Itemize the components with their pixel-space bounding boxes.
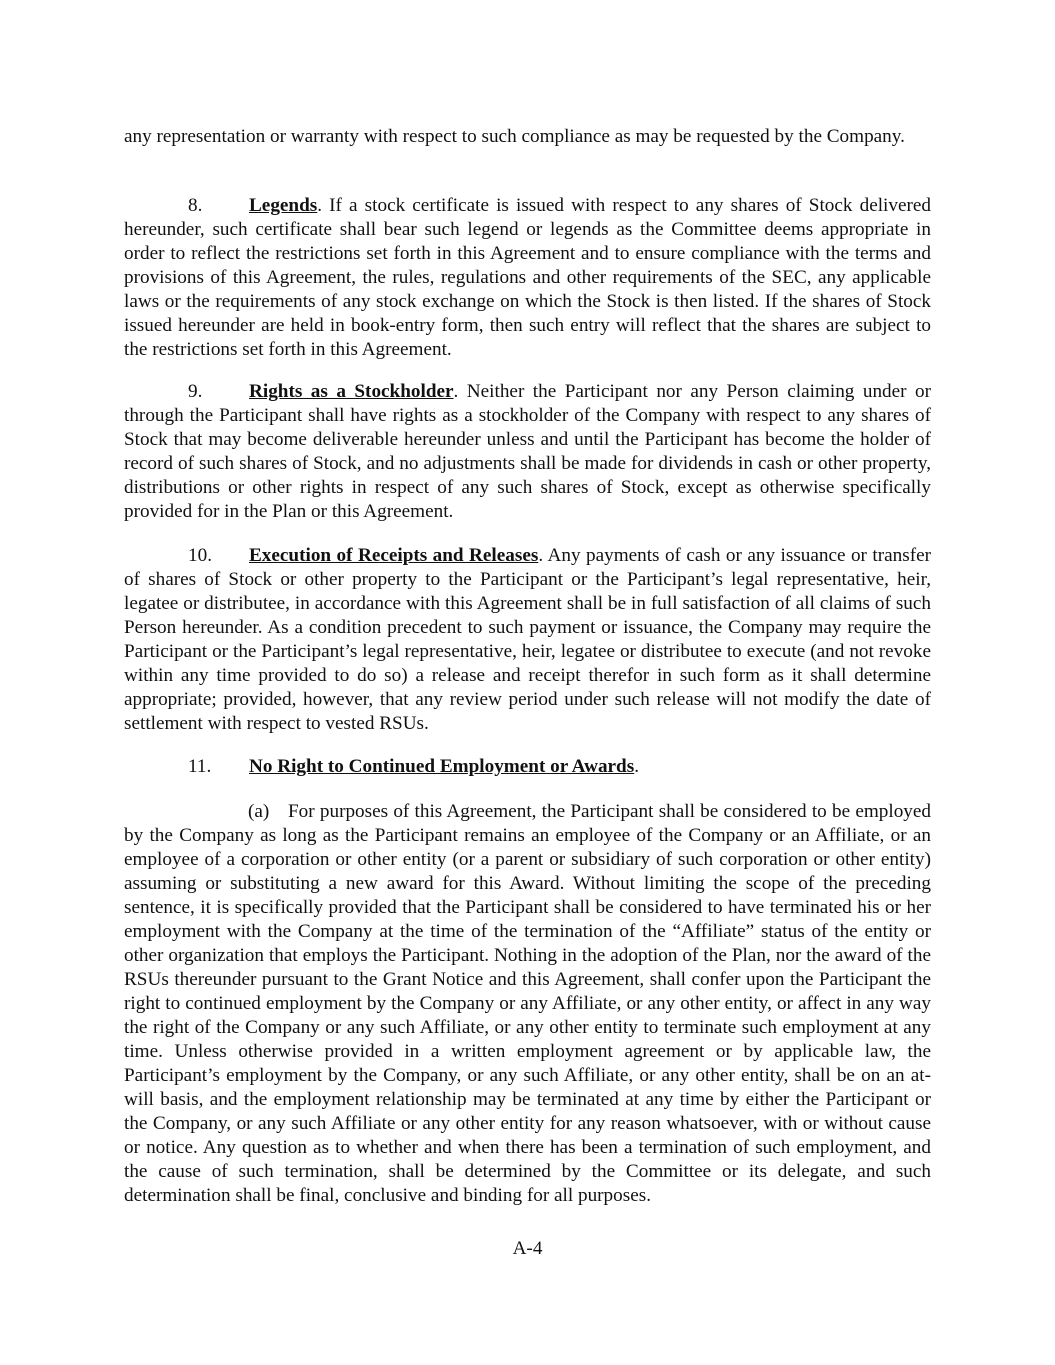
section-9-title: Rights as a Stockholder bbox=[249, 381, 454, 402]
subsection-a-text: For purposes of this Agreement, the Participant shall be considered to be employed by the Company as long as the Participant remains an employee of the Company or an Affiliate, or an employee of a corporation or other entity (or a parent or subsidiary of such corporation or other entity) assuming or substituting a new award for this Award. Without limiting the scope of the preceding sentence, it is specifically provided that the Participant shall be considered to have terminated his or her employment with the Company at the time of the termination of the “Affiliate” status of the entity or other organization that employs the Participant. Nothing in the adoption of the Plan, nor the award of the RSUs thereunder pursuant to the Grant Notice and this Agreement, shall confer upon the Participant the right to continued employment by the Company or any Affiliate, or any other entity, or affect in any way the right of the Company or any such Affiliate, or any other entity to terminate such employment at any time. Unless otherwise provided in a written employment agreement or by applicable law, the Participant’s employment by the Company, or any such Affiliate, or any other entity, shall be on an at-will basis, and the employment relationship may be terminated at any time by either the Participant or the Company, or any such Affiliate or any other entity for any reason whatsoever, with or without cause or notice. Any question as to whether and when there has been a termination of such employment, and the cause of such termination, shall be determined by the Committee or its delegate, and such determination shall be final, conclusive and binding for all purposes. bbox=[124, 801, 931, 1206]
section-8-body: . If a stock certificate is issued with respect to any shares of Stock delivered hereunder, such certificate shall bear such legend or legends as the Committee deems appropriate in order to reflect the restrictions set forth in this Agreement and to ensure compliance with the terms and provisions of this Agreement, the rules, regulations and other requirements of the SEC, any applicable laws or the requirements of any stock exchange on which the Stock is then listed. If the shares of Stock issued hereunder are held in book-entry form, then such entry will reflect that the shares are subject to the restrictions set forth in this Agreement. bbox=[124, 195, 931, 360]
section-8-number: 8. bbox=[188, 195, 203, 216]
section-11-subsection-a bbox=[124, 800, 931, 1208]
section-11-number: 11. bbox=[188, 756, 212, 777]
section-8-legends bbox=[124, 194, 931, 362]
section-9-number: 9. bbox=[188, 381, 203, 402]
section-8-title: Legends bbox=[249, 195, 318, 216]
section-11-heading bbox=[124, 755, 931, 779]
section-9-body: . Neither the Participant nor any Person claiming under or through the Participant shall have rights as a stockholder of the Company with respect to any shares of Stock that may become deliverable hereunder unless and until the Participant has become the holder of record of such shares of Stock, and no adjustments shall be made for dividends in cash or other property, distributions or other rights in respect of any such shares of Stock, except as otherwise specifically provided for in the Plan or this Agreement. bbox=[124, 381, 931, 522]
section-10-body: . Any payments of cash or any issuance or transfer of shares of Stock or other property to the Participant or the Participant’s legal representative, heir, legatee or distributee, in accordance with this Agreement shall be in full satisfaction of all claims of such Person hereunder. As a condition precedent to such payment or issuance, the Company may require the Participant or the Participant’s legal representative, heir, legatee or distributee to execute (and not revoke within any time provided to do so) a release and receipt therefor in such form as it shall determine appropriate; provided, however, that any review period under such release will not modify the date of settlement with respect to vested RSUs. bbox=[124, 545, 931, 734]
section-11-body: . bbox=[634, 756, 639, 777]
section-9-rights bbox=[124, 380, 931, 524]
section-10-receipts bbox=[124, 544, 931, 736]
section-10-title: Execution of Receipts and Releases bbox=[249, 545, 539, 566]
subsection-a-label: (a) bbox=[248, 801, 270, 822]
section-11-title: No Right to Continued Employment or Awards bbox=[249, 756, 635, 777]
section-10-number: 10. bbox=[188, 545, 212, 566]
continuation-paragraph: any representation or warranty with respect to such compliance as may be requested by the Company. bbox=[124, 126, 905, 147]
page-number: A-4 bbox=[512, 1238, 543, 1259]
